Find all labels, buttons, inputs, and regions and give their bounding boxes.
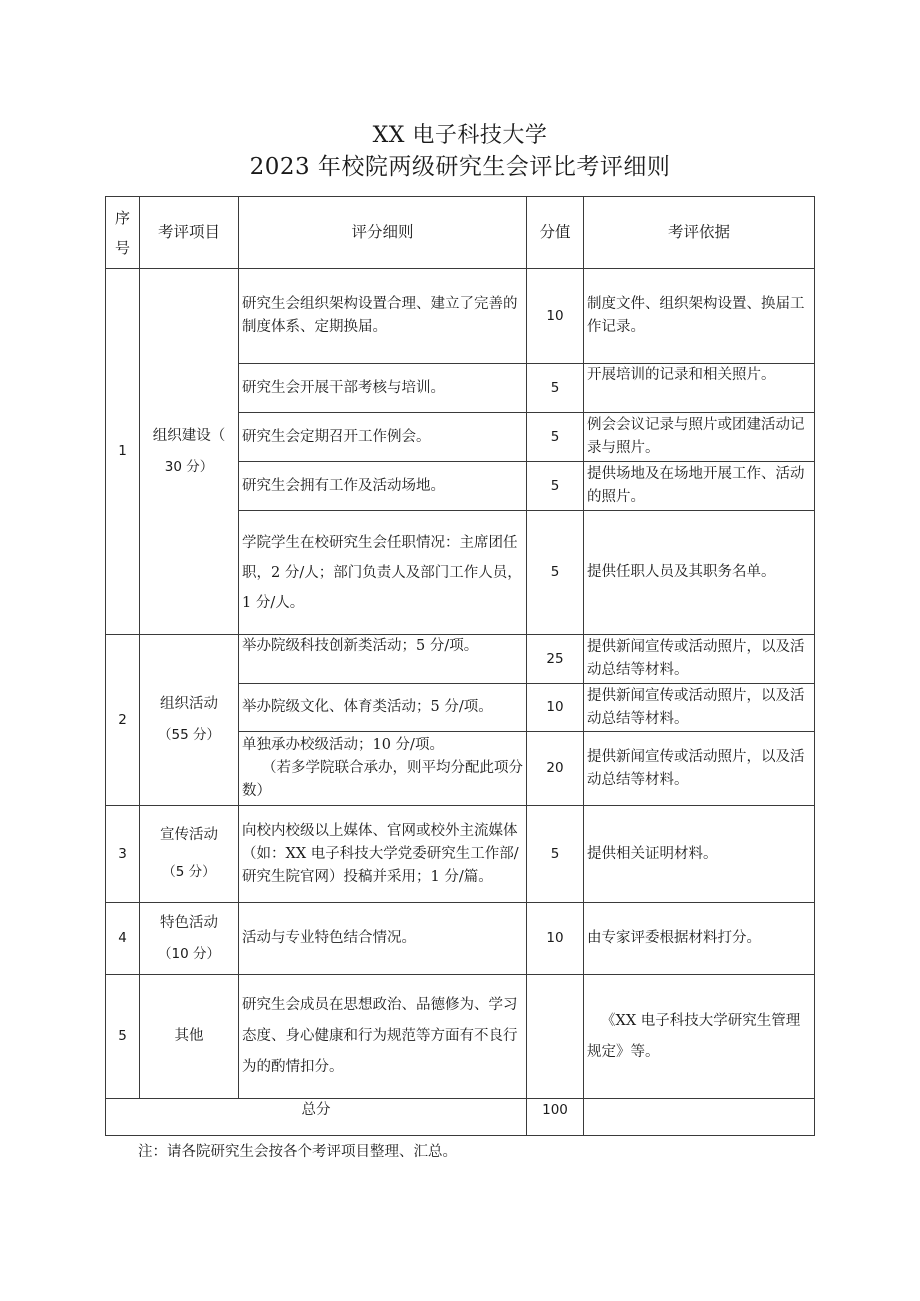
score-cell: 5 — [527, 511, 584, 635]
rule-cell: 研究生会拥有工作及活动场地。 — [239, 462, 527, 511]
table-header-row — [106, 197, 815, 269]
footnote: 注：请各院研究生会按各个考评项目整理、汇总。 — [138, 1144, 457, 1160]
score-cell: 5 — [527, 364, 584, 413]
score-cell: 5 — [527, 462, 584, 511]
header-item: 考评项目 — [140, 197, 239, 269]
rule-cell: 举办院级科技创新类活动；5 分/项。 — [239, 635, 527, 684]
rule-cell: 单独承办校级活动；10 分/项。 （若多学院联合承办，则平均分配此项分数） — [239, 732, 527, 806]
table-row — [106, 903, 815, 975]
section-number: 2 — [106, 635, 140, 806]
basis-cell: 开展培训的记录和相关照片。 — [584, 364, 815, 413]
basis-cell: 提供任职人员及其职务名单。 — [584, 511, 815, 635]
section-number: 4 — [106, 903, 140, 975]
basis-cell: 《XX 电子科技大学研究生管理规定》等。 — [584, 975, 815, 1099]
score-cell: 10 — [527, 684, 584, 732]
score-cell — [527, 975, 584, 1099]
table-row — [106, 806, 815, 903]
basis-cell: 例会会议记录与照片或团建活动记录与照片。 — [584, 413, 815, 462]
score-cell: 5 — [527, 413, 584, 462]
score-cell: 5 — [527, 806, 584, 903]
rule-cell: 举办院级文化、体育类活动；5 分/项。 — [239, 684, 527, 732]
score-cell: 20 — [527, 732, 584, 806]
section-item: 宣传活动 （5 分） — [140, 806, 239, 903]
section-item: 组织活动 （55 分） — [140, 635, 239, 806]
basis-cell: 提供场地及在场地开展工作、活动的照片。 — [584, 462, 815, 511]
document-title: XX 电子科技大学 — [372, 123, 548, 148]
score-cell: 10 — [527, 269, 584, 364]
section-item: 特色活动 （10 分） — [140, 903, 239, 975]
rule-cell: 研究生会成员在思想政治、品德修为、学习态度、身心健康和行为规范等方面有不良行为的酌情扣分。 — [239, 975, 527, 1099]
basis-cell: 由专家评委根据材料打分。 — [584, 903, 815, 975]
basis-cell: 提供新闻宣传或活动照片，以及活动总结等材料。 — [584, 732, 815, 806]
header-basis: 考评依据 — [584, 197, 815, 269]
rule-cell: 研究生会定期召开工作例会。 — [239, 413, 527, 462]
rule-cell: 学院学生在校研究生会任职情况：主席团任职，2 分/人；部门负责人及部门工作人员，1 分/人。 — [239, 511, 527, 635]
table-row — [106, 975, 815, 1099]
rule-cell: 研究生会组织架构设置合理、建立了完善的制度体系、定期换届。 — [239, 269, 527, 364]
section-item: 其他 — [140, 975, 239, 1099]
score-cell: 25 — [527, 635, 584, 684]
section-number: 5 — [106, 975, 140, 1099]
header-score: 分值 — [527, 197, 584, 269]
header-no: 序 号 — [106, 197, 140, 269]
total-score: 100 — [527, 1099, 584, 1136]
total-label: 总分 — [106, 1099, 527, 1136]
rule-cell: 活动与专业特色结合情况。 — [239, 903, 527, 975]
section-number: 3 — [106, 806, 140, 903]
section-number: 1 — [106, 269, 140, 635]
table-row — [106, 269, 815, 364]
basis-cell: 提供相关证明材料。 — [584, 806, 815, 903]
document-subtitle: 2023 年校院两级研究生会评比考评细则 — [249, 154, 671, 180]
evaluation-table — [105, 196, 815, 1136]
total-basis-empty — [584, 1099, 815, 1136]
total-row — [106, 1099, 815, 1136]
score-cell: 10 — [527, 903, 584, 975]
rule-cell: 研究生会开展干部考核与培训。 — [239, 364, 527, 413]
basis-cell: 提供新闻宣传或活动照片，以及活动总结等材料。 — [584, 635, 815, 684]
table-row — [106, 635, 815, 684]
basis-cell: 提供新闻宣传或活动照片，以及活动总结等材料。 — [584, 684, 815, 732]
rule-cell: 向校内校级以上媒体、官网或校外主流媒体（如：XX 电子科技大学党委研究生工作部/研究生院官网）投稿并采用；1 分/篇。 — [239, 806, 527, 903]
header-rule: 评分细则 — [239, 197, 527, 269]
section-item: 组织建设（ 30 分） — [140, 269, 239, 635]
basis-cell: 制度文件、组织架构设置、换届工作记录。 — [584, 269, 815, 364]
